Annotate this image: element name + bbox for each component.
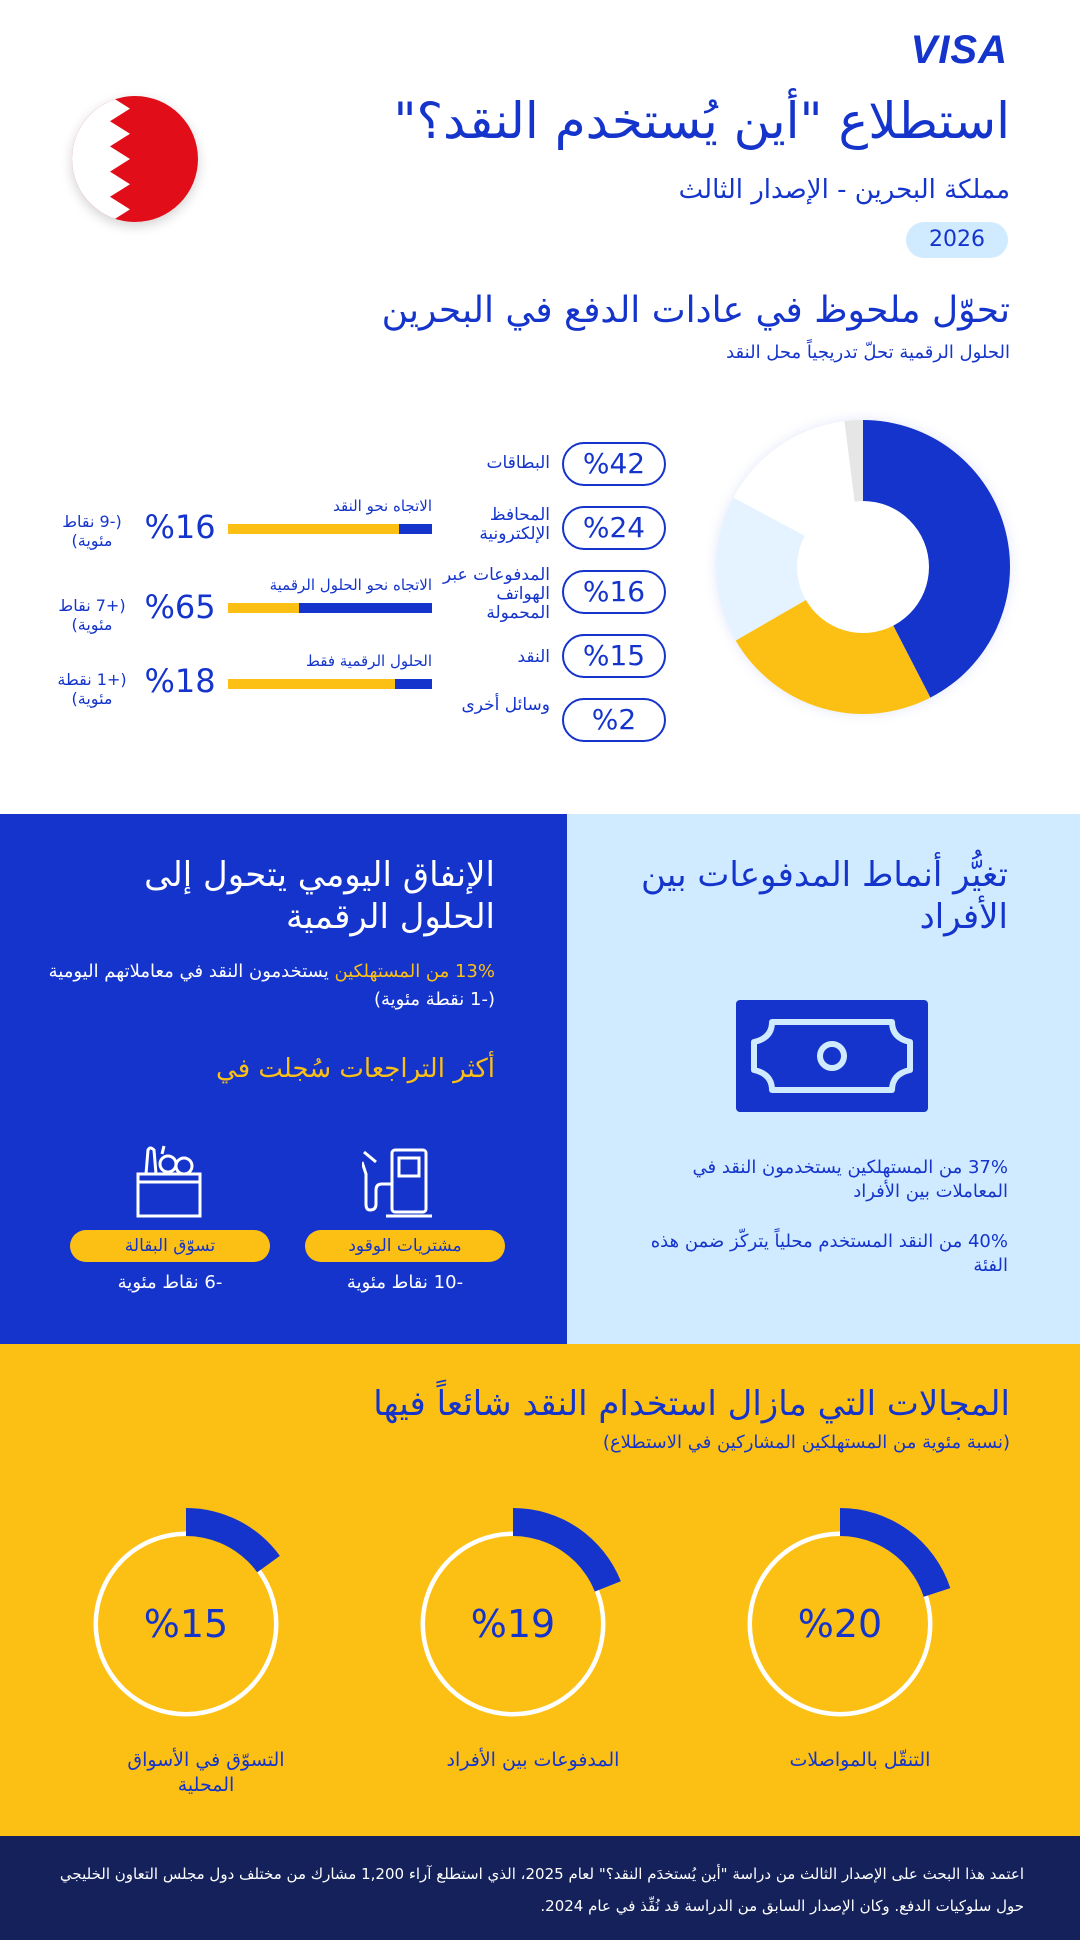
legend-value-other: %2 xyxy=(562,698,666,742)
bahrain-flag-icon xyxy=(72,96,198,222)
trend-label-cash: الاتجاه نحو النقد xyxy=(333,497,432,515)
trend-label-digital: الاتجاه نحو الحلول الرقمية xyxy=(269,576,432,594)
banknote-icon xyxy=(736,1000,928,1112)
trend-note-cash: (-9 نقاط مئوية) xyxy=(62,512,122,550)
grocery-bag-icon xyxy=(134,1144,206,1220)
p2p-title: تغيُّر أنماط المدفوعات بين الأفراد xyxy=(640,855,1008,937)
shift-title: تحوّل ملحوظ في عادات الدفع في البحرين xyxy=(381,290,1010,331)
daily-desc-rest: يستخدمون النقد في معاملاتهم اليومية (-1 نقطة مئوية) xyxy=(48,961,495,1010)
area-label-transport: التنقّل بالمواصلات xyxy=(789,1749,931,1771)
visa-logo: VISA xyxy=(910,28,1008,72)
trend-bar-fill xyxy=(395,679,432,689)
trend-bar-digital-only xyxy=(228,679,432,689)
daily-highlight: 13% من المستهلكين xyxy=(334,961,495,982)
decline-pill-grocery: تسوّق البقالة xyxy=(70,1230,270,1262)
legend-label-other: وسائل أخرى xyxy=(461,695,550,715)
area-value-p2p: %19 xyxy=(470,1602,556,1646)
daily-title: الإنفاق اليومي يتحول إلى الحلول الرقمية xyxy=(144,855,495,937)
legend-value-mobile: %16 xyxy=(562,570,666,614)
area-label-p2p: المدفوعات بين الأفراد xyxy=(446,1749,620,1771)
area-value-markets: %15 xyxy=(143,1602,229,1646)
declines-title: أكثر التراجعات سُجلت في xyxy=(216,1054,495,1084)
trend-bar-fill xyxy=(399,524,432,534)
decline-note-grocery: -6 نقاط مئوية xyxy=(117,1272,223,1293)
cash-areas-panel xyxy=(0,1344,1080,1836)
decline-note-fuel: -10 نقاط مئوية xyxy=(346,1272,464,1293)
legend-label-mobile: المدفوعات عبر الهواتف المحمولة xyxy=(443,565,550,623)
page-subtitle: مملكة البحرين - الإصدار الثالث xyxy=(678,175,1010,205)
legend-label-cards: البطاقات xyxy=(486,453,550,473)
legend-value-cards: %42 xyxy=(562,442,666,486)
trend-note-digital: (+7 نقاط مئوية) xyxy=(58,596,126,634)
year-badge: 2026 xyxy=(906,222,1008,258)
shift-subtitle: الحلول الرقمية تحلّ تدريجياً محل النقد xyxy=(726,342,1010,363)
area-ring-p2p xyxy=(413,1496,653,1736)
trend-note-digital-only: (+1 نقطة مئوية) xyxy=(57,670,127,708)
footer-note: اعتمد هذا البحث على الإصدار الثالث من دراسة "أين يُستخدَم النقد؟" لعام 2025، الذي استطلع آراء 1,200 مشارك من مختلف دول مجلس التعاون الخليجي حول سلوكيات الدفع. وكان الإصدار السابق من الدراسة قد نُفِّذ في عام 2024. xyxy=(59,1865,1024,1915)
p2p-panel xyxy=(567,814,1080,1344)
areas-title: المجالات التي مازال استخدام النقد شائعاً فيها xyxy=(373,1384,1010,1424)
trend-bar-cash xyxy=(228,524,432,534)
area-value-transport: %20 xyxy=(797,1602,883,1646)
area-label-markets: التسوّق في الأسواق المحلية xyxy=(127,1749,285,1796)
legend-label-ewallets: المحافظ الإلكترونية xyxy=(479,505,550,544)
decline-pill-fuel: مشتريات الوقود xyxy=(305,1230,505,1262)
trend-bar-digital xyxy=(228,603,432,613)
area-ring-markets xyxy=(86,1496,326,1736)
trend-value-digital-only: %18 xyxy=(144,662,216,700)
trend-value-cash: %16 xyxy=(144,508,216,546)
footer xyxy=(0,1836,1080,1940)
p2p-stat-cash-share: 40% من النقد المستخدم محلياً يتركّز ضمن هذه الفئة xyxy=(650,1231,1008,1276)
area-ring-transport xyxy=(740,1496,980,1736)
areas-subtitle: (نسبة مئوية من المستهلكين المشاركين في الاستطلاع) xyxy=(602,1432,1010,1453)
daily-spending-panel xyxy=(0,814,567,1344)
trend-value-digital: %65 xyxy=(144,588,216,626)
legend-label-cash: النقد xyxy=(517,647,550,667)
p2p-stat-consumers: 37% من المستهلكين يستخدمون النقد في المعاملات بين الأفراد xyxy=(692,1157,1008,1202)
trend-bar-fill xyxy=(299,603,432,613)
legend-value-ewallets: %24 xyxy=(562,506,666,550)
fuel-pump-icon xyxy=(362,1144,442,1224)
trend-label-digital-only: الحلول الرقمية فقط xyxy=(306,652,432,670)
payment-share-donut xyxy=(706,410,1020,724)
legend-value-cash: %15 xyxy=(562,634,666,678)
page-title: استطلاع "أين يُستخدم النقد؟" xyxy=(393,92,1010,150)
daily-description xyxy=(45,958,495,1014)
